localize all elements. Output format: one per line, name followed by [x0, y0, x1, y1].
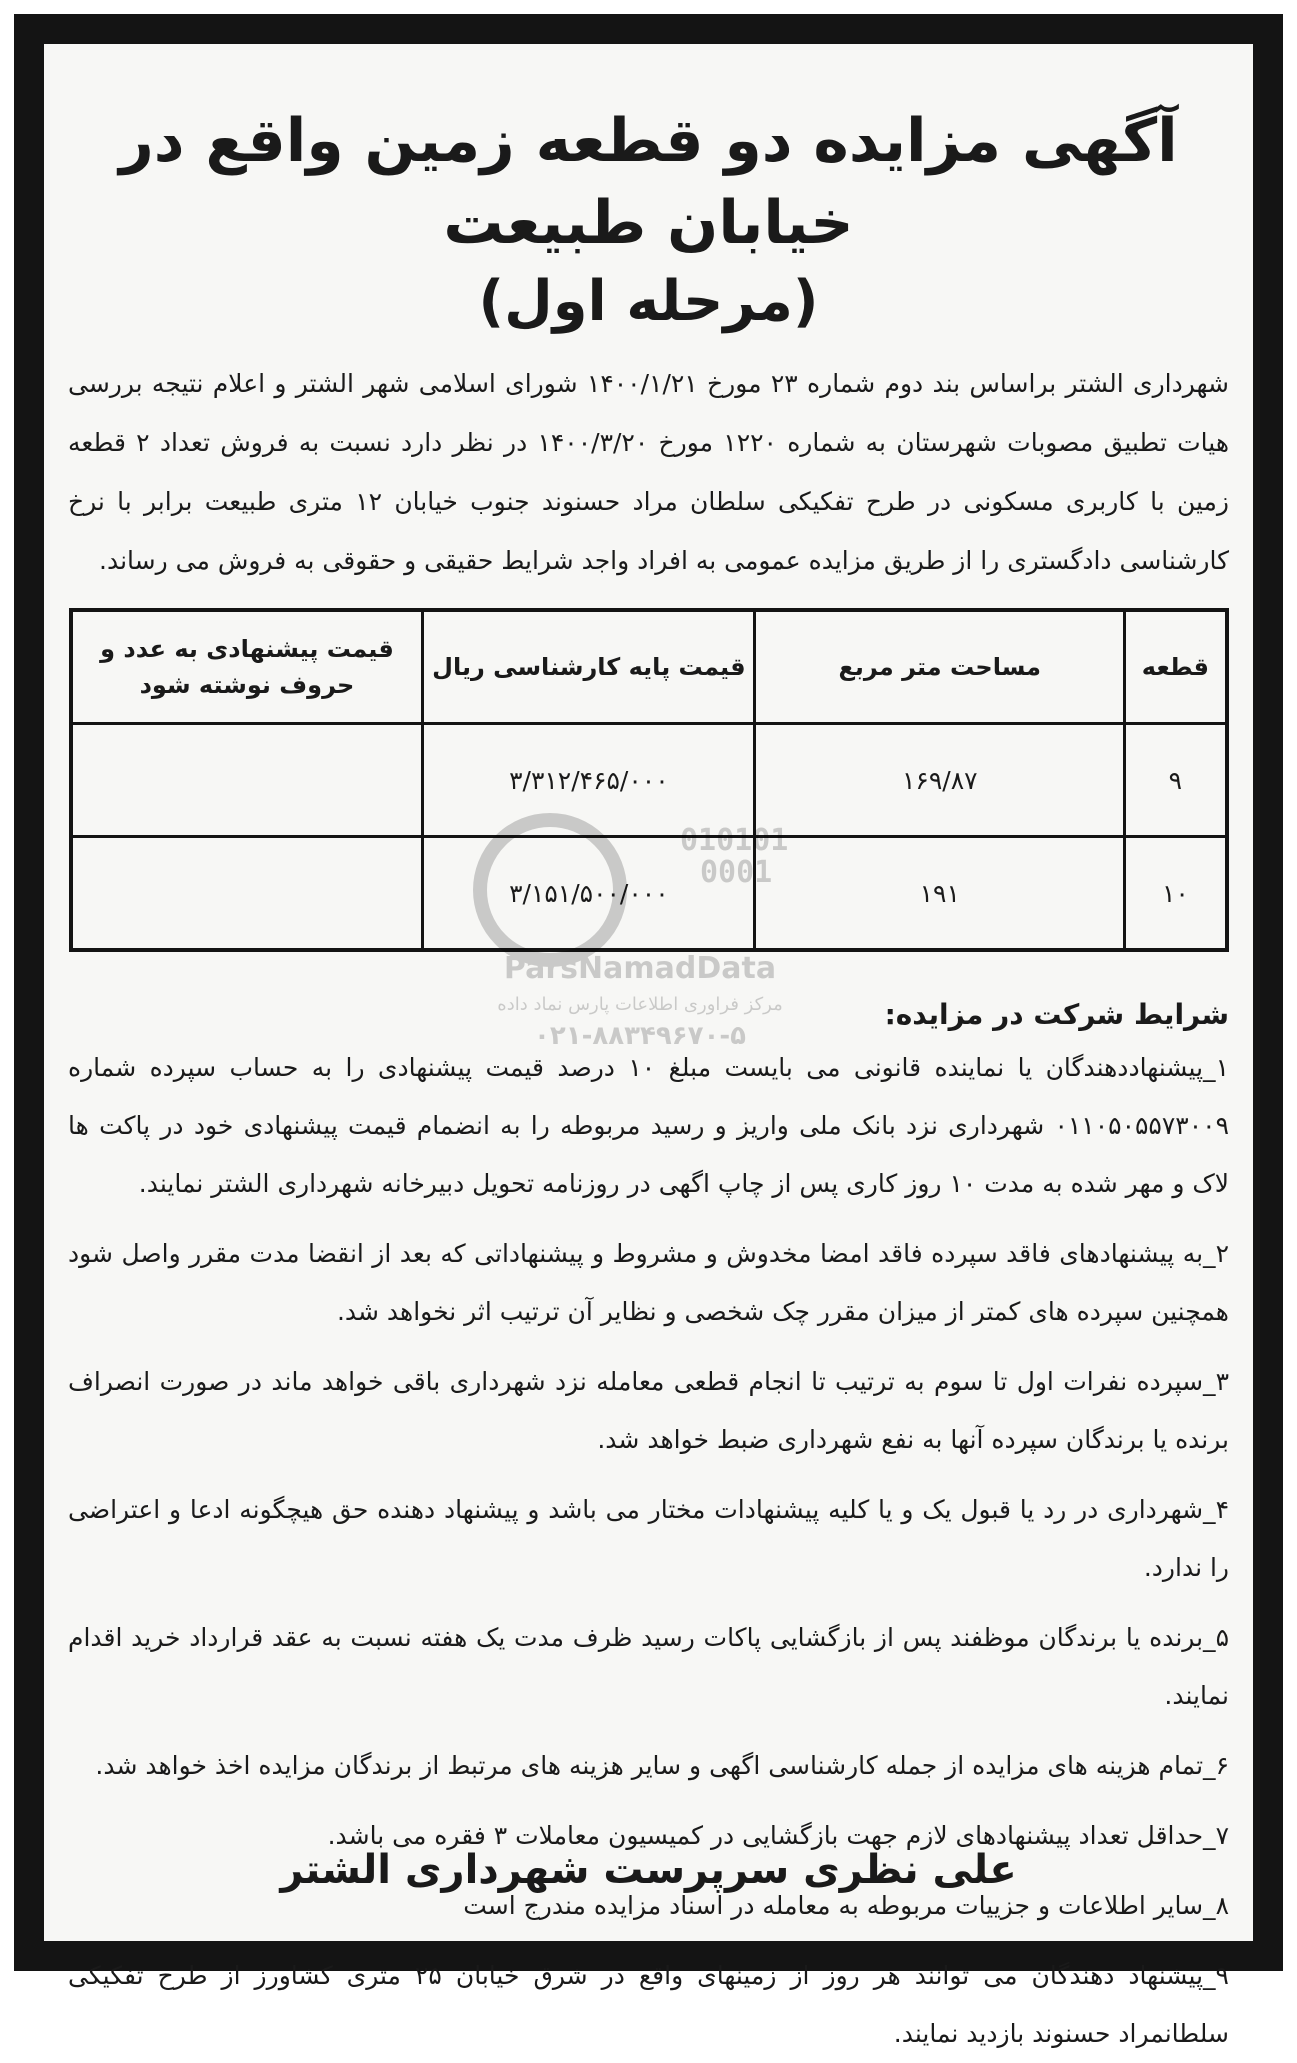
condition-item: ۱_پیشنهاددهندگان یا نماینده قانونی می بایست مبلغ ۱۰ درصد قیمت پیشنهادی را به حساب سپرده شماره ۰۱۱۰۵۰۵۵۷۳۰۰۹ شهرداری نزد بانک ملی واریز و رسید مربوطه را به انضمام قیمت پیشنهادی خود در پاکت ها لاک و مهر شده به مدت ۱۰ روز کاری پس از چاپ اگهی در روزنامه تحویل دبیرخانه شهرداری الشتر نمایند.: [68, 1053, 1229, 1198]
conditions-title: شرایط شرکت در مزایده:: [884, 998, 1229, 1031]
condition-item: ۶_تمام هزینه های مزایده از جمله کارشناسی اگهی و سایر هزینه های مرتبط از برندگان مزایده اخذ خواهد شد.: [95, 1751, 1229, 1780]
intro-paragraph: شهرداری الشتر براساس بند دوم شماره ۲۳ مورخ ۱۴۰۰/۱/۲۱ شورای اسلامی شهر الشتر و اعلام نتیجه بررسی هیات تطبیق مصوبات شهرستان به شماره ۱۲۲۰ مورخ ۱۴۰۰/۳/۲۰ در نظر دارد نسبت به فروش تعداد ۲ قطعه زمین با کاربری مسکونی در طرح تفکیکی سلطان مراد حسنوند جنوب خیابان ۱۲ متری طبیعت برابر با نرخ کارشناسی دادگستری را از طریق مزایده عمومی به افراد واجد شرایط حقیقی و حقوقی به فروش می رساند.: [68, 369, 1230, 575]
table-row: [71, 724, 1227, 837]
condition-item: ۹_پیشنهاد دهندگان می توانند هر روز از زمینهای واقع در شرق خیابان ۲۵ متری کشاورز از طرح تفکیکی سلطانمراد حسنوند بازدید نمایند.: [68, 1961, 1229, 2048]
header-lot: قطعه: [1125, 610, 1227, 724]
condition-item: ۷_حداقل تعداد پیشنهادهای لازم جهت بازگشایی در کمیسیون معاملات ۳ فقره می باشد.: [327, 1821, 1229, 1850]
ad-frame: [14, 14, 1283, 2048]
condition-item: ۲_به پیشنهادهای فاقد سپرده فاقد امضا مخدوش و مشروط و پیشنهاداتی که بعد از انقضا مدت مقرر واصل شود همچنین سپرده های کمتر از میزان مقرر چک شخصی و نظایر آن ترتیب اثر نخواهد شد.: [68, 1239, 1229, 1326]
cell-lot: ۱۰: [1125, 837, 1227, 951]
table-row: [71, 837, 1227, 951]
cell-area: ۱۹۱: [755, 837, 1125, 951]
signature: علی نظری سرپرست شهرداری الشتر: [280, 1847, 1017, 1893]
condition-item: ۳_سپرده نفرات اول تا سوم به ترتیب تا انجام قطعی معامله نزد شهرداری باقی خواهد ماند در صورت انصراف برنده یا برندگان سپرده آنها به نفع شهرداری ضبط خواهد شد.: [68, 1367, 1229, 1454]
header-base-price: قیمت پایه کارشناسی ریال: [423, 610, 755, 724]
condition-item: ۵_برنده یا برندگان موظفند پس از بازگشایی پاکات رسید ظرف مدت یک هفته نسبت به عقد قرارداد خرید اقدام نمایند.: [68, 1623, 1229, 1710]
ad-title: آگهی مزایده دو قطعه زمین واقع در خیابان طبیعت: [119, 106, 1178, 258]
lots-table: [69, 608, 1229, 952]
cell-area: ۱۶۹/۸۷: [755, 724, 1125, 837]
ad-content: [62, 54, 1235, 2048]
cell-bid: [71, 837, 423, 951]
table-header-row: [71, 610, 1227, 724]
cell-base-price: ۳/۳۱۲/۴۶۵/۰۰۰: [423, 724, 755, 837]
condition-item: ۴_شهرداری در رد یا قبول یک و یا کلیه پیشنهادات مختار می باشد و پیشنهاد دهنده حق هیچگونه ادعا و اعتراضی را ندارد.: [68, 1495, 1229, 1582]
header-area: مساحت متر مربع: [755, 610, 1125, 724]
cell-lot: ۹: [1125, 724, 1227, 837]
conditions-list: [62, 1039, 1235, 2063]
cell-base-price: ۳/۱۵۱/۵۰۰/۰۰۰: [423, 837, 755, 951]
header-bid: قیمت پیشنهادی به عدد و حروف نوشته شود: [71, 610, 423, 724]
condition-item: ۸_سایر اطلاعات و جزییات مربوطه به معامله در اسناد مزایده مندرج است: [463, 1891, 1229, 1920]
ad-subtitle: (مرحله اول): [478, 269, 819, 334]
cell-bid: [71, 724, 423, 837]
